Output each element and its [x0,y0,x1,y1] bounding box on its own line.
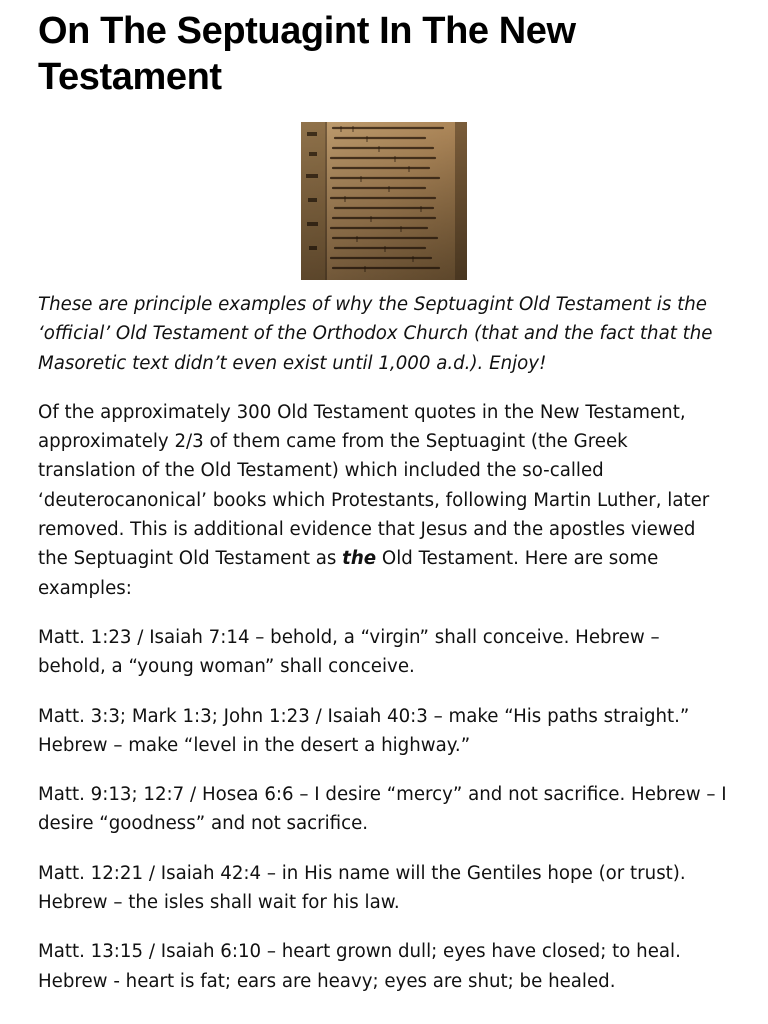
article-title: On The Septuagint In The New Testament [38,10,576,98]
example-paragraph: Matt. 3:3; Mark 1:3; John 1:23 / Isaiah 40:3 – make “His paths straight.” Hebrew – make “level in the desert a highway.” [38,705,690,756]
example-paragraph: Matt. 13:15 / Isaiah 6:10 – heart grown dull; eyes have closed; to heal. Hebrew - heart is fat; ears are heavy; eyes are shut; be healed. [38,941,681,992]
example-paragraph: Matt. 9:13; 12:7 / Hosea 6:6 – I desire “mercy” and not sacrifice. Hebrew – I desire “goodness” and not sacrifice. [38,784,727,835]
manuscript-image [301,122,467,280]
example-paragraph: Matt. 12:21 / Isaiah 42:4 – in His name will the Gentiles hope (or trust). Hebrew – the isles shall wait for his law. [38,862,686,914]
body-paragraph [38,398,730,603]
manuscript-illustration [301,122,467,280]
body-emphasis: the [342,548,377,570]
intro-paragraph: These are principle examples of why the Septuagint Old Testament is the ‘official’ Old Testament of the Orthodox Church (that and the fact that the Masoretic text didn’t even exist until 1,000 a.d.). Enjoy! [38,294,713,374]
body-text-before: Of the approximately 300 Old Testament quotes in the New Testament, approximately 2/3 of them came from the Septuagint (the Greek translation of the Old Testament) which included the so-called ‘deuterocanonical’ books which Protestants, following Martin Luther, later removed. This is additional evidence that Jesus and the apostles viewed the Septuagint Old Testament as [38,401,710,570]
example-paragraph: Matt. 1:23 / Isaiah 7:14 – behold, a “virgin” shall conceive. Hebrew – behold, a “young woman” shall conceive. [38,626,660,678]
body-text-after: Old Testament. Here are some examples: [38,548,659,599]
